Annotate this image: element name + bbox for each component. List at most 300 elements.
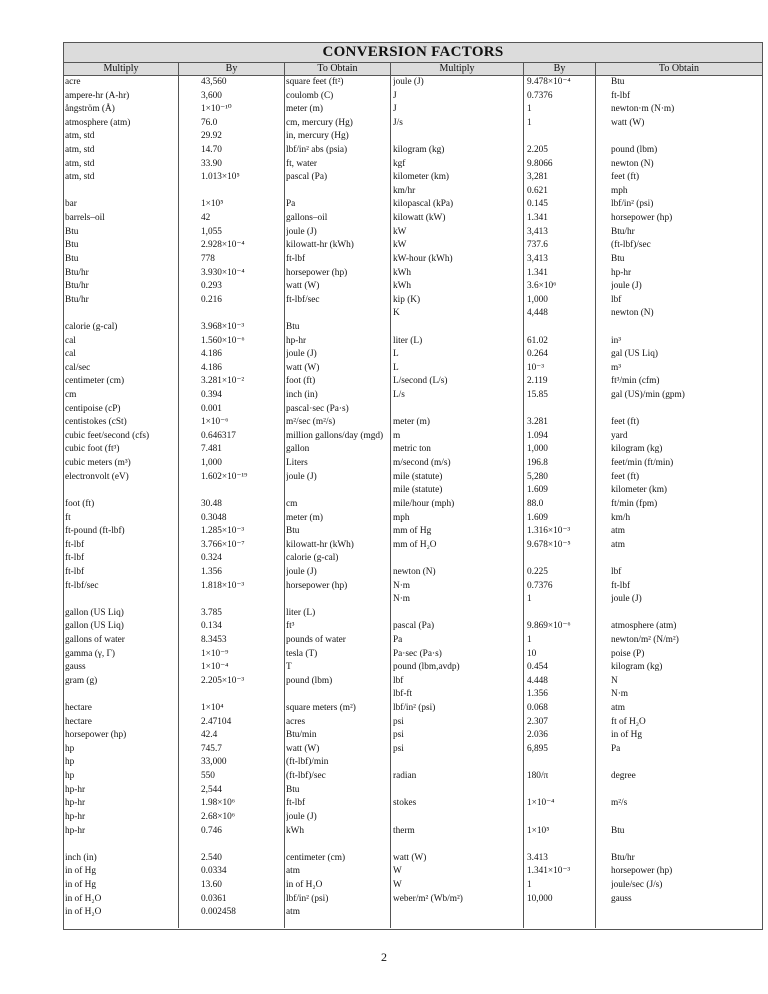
to-obtain-cell: hp-hr: [611, 267, 632, 278]
multiply-cell: psi: [393, 716, 404, 727]
to-obtain-cell: Btu/hr: [611, 852, 635, 863]
table-row: [391, 512, 763, 526]
table-row: [64, 335, 390, 349]
to-obtain-cell: kWh: [286, 825, 305, 836]
table-row: [64, 239, 390, 253]
by-cell: 196.8: [527, 458, 548, 469]
table-row: [64, 198, 390, 212]
to-obtain-cell: poise (P): [611, 648, 645, 659]
to-obtain-cell: newton (N): [611, 158, 654, 169]
table-row: [391, 688, 763, 702]
to-obtain-cell: in, mercury (Hg): [286, 131, 349, 142]
table-row: [391, 525, 763, 539]
by-cell: 2.205: [527, 145, 548, 156]
table-row: [391, 716, 763, 730]
to-obtain-cell: meter (m): [286, 512, 323, 523]
table-row: [64, 552, 390, 566]
table-row: [64, 103, 390, 117]
table-row: [391, 566, 763, 580]
table-row: [64, 580, 390, 594]
table-row: [391, 76, 763, 90]
by-cell: 1.602×10⁻¹⁹: [201, 471, 248, 482]
to-obtain-cell: atm: [286, 866, 300, 877]
to-obtain-cell: atm: [611, 703, 625, 714]
by-cell: 0.0334: [201, 866, 227, 877]
by-cell: 0.746: [201, 825, 222, 836]
table-row: [391, 471, 763, 485]
multiply-cell: N·m: [393, 594, 411, 605]
multiply-cell: watt (W): [393, 852, 427, 863]
to-obtain-cell: Btu: [286, 321, 300, 332]
to-obtain-cell: joule (J): [286, 226, 317, 237]
by-cell: 3,281: [527, 172, 548, 183]
to-obtain-cell: kilowatt-hr (kWh): [286, 240, 354, 251]
to-obtain-cell: pascal (Pa): [286, 172, 328, 183]
by-cell: 0.134: [201, 621, 222, 632]
table-row: [391, 770, 763, 784]
to-obtain-cell: horsepower (hp): [611, 213, 673, 224]
to-obtain-cell: N·m: [611, 689, 629, 700]
multiply-cell: L: [393, 362, 399, 373]
to-obtain-cell: newton (N): [611, 308, 654, 319]
multiply-cell: m/second (m/s): [393, 458, 451, 469]
table-row: [391, 267, 763, 281]
by-cell: 15.85: [527, 390, 548, 401]
to-obtain-cell: hp-hr: [286, 335, 307, 346]
to-obtain-cell: m³: [611, 362, 622, 373]
multiply-cell: L/s: [393, 390, 405, 401]
by-cell: 3.968×10⁻³: [201, 321, 245, 332]
table-row: [391, 702, 763, 716]
table-row: [64, 185, 390, 199]
table-row: [391, 620, 763, 634]
multiply-cell: psi: [393, 730, 404, 741]
multiply-cell: mm of Hg: [393, 526, 432, 537]
multiply-cell: kip (K): [393, 294, 421, 305]
to-obtain-cell: joule (J): [611, 281, 642, 292]
by-cell: 550: [201, 771, 215, 782]
multiply-cell: hp: [65, 743, 75, 754]
multiply-cell: cubic meters (m³): [65, 458, 131, 469]
table-row: [391, 280, 763, 294]
by-cell: 9.869×10⁻⁶: [527, 621, 571, 632]
multiply-cell: Btu: [65, 240, 79, 251]
multiply-cell: N·m: [393, 580, 411, 591]
by-cell: 1,000: [527, 294, 548, 305]
header-by-right: By: [524, 63, 596, 75]
table-row: [64, 226, 390, 240]
table-row: [391, 130, 763, 144]
to-obtain-cell: lbf: [611, 294, 622, 305]
by-cell: 0.646317: [201, 430, 236, 441]
by-cell: 0.225: [527, 566, 548, 577]
to-obtain-cell: ft³/min (cfm): [611, 376, 660, 387]
table-row: [64, 253, 390, 267]
table-row: [64, 620, 390, 634]
multiply-cell: Pa: [393, 634, 403, 645]
table-row: [391, 743, 763, 757]
to-obtain-cell: km/h: [611, 512, 631, 523]
multiply-cell: hp: [65, 771, 75, 782]
table-row: [391, 580, 763, 594]
table-row: [64, 117, 390, 131]
by-cell: 3,600: [201, 90, 222, 101]
table-row: [64, 512, 390, 526]
table-row: [391, 607, 763, 621]
table-row: [64, 375, 390, 389]
by-cell: 4.186: [201, 362, 222, 373]
by-cell: 33.90: [201, 158, 222, 169]
to-obtain-cell: ft-lbf: [286, 798, 306, 809]
to-obtain-cell: centimeter (cm): [286, 852, 346, 863]
multiply-cell: kW: [393, 226, 407, 237]
multiply-cell: kilowatt (kW): [393, 213, 446, 224]
table-row: [391, 185, 763, 199]
multiply-cell: mile (statute): [393, 471, 443, 482]
table-row: [391, 634, 763, 648]
table-row: [391, 144, 763, 158]
table-row: [64, 90, 390, 104]
to-obtain-cell: m²/sec (m²/s): [286, 417, 336, 428]
multiply-cell: cal: [65, 349, 76, 360]
multiply-cell: ft-lbf: [65, 553, 85, 564]
by-cell: 42.4: [201, 730, 218, 741]
table-row: [391, 593, 763, 607]
to-obtain-cell: horsepower (hp): [286, 267, 348, 278]
to-obtain-cell: N: [611, 675, 618, 686]
to-obtain-cell: pounds of water: [286, 634, 346, 645]
to-obtain-cell: Btu/hr: [611, 226, 635, 237]
table-row: [391, 294, 763, 308]
to-obtain-cell: atmosphere (atm): [611, 621, 677, 632]
to-obtain-cell: mph: [611, 185, 628, 196]
table-row: [391, 117, 763, 131]
by-cell: 2.68×10⁶: [201, 811, 236, 822]
to-obtain-cell: Btu: [611, 825, 625, 836]
to-obtain-cell: gallons–oil: [286, 213, 328, 224]
by-cell: 0.264: [527, 349, 548, 360]
multiply-cell: cal: [65, 335, 76, 346]
table-row: [391, 212, 763, 226]
header-to-obtain-right: To Obtain: [658, 63, 700, 74]
to-obtain-cell: Btu: [286, 784, 300, 795]
table-row: [391, 375, 763, 389]
by-cell: 0.7376: [527, 580, 553, 591]
table-row: [391, 797, 763, 811]
to-obtain-cell: meter (m): [286, 104, 323, 115]
multiply-cell: Btu: [65, 253, 79, 264]
multiply-cell: gauss: [65, 662, 86, 673]
to-obtain-cell: (ft-lbf)/sec: [286, 771, 326, 782]
multiply-cell: Btu/hr: [65, 294, 89, 305]
multiply-cell: ampere-hr (A-hr): [65, 90, 130, 101]
multiply-cell: centipoise (cP): [65, 403, 121, 414]
table-row: [64, 294, 390, 308]
multiply-cell: electronvolt (eV): [65, 471, 129, 482]
by-cell: 1.818×10⁻³: [201, 580, 245, 591]
multiply-cell: hp-hr: [65, 798, 86, 809]
multiply-cell: J/s: [393, 117, 403, 128]
by-cell: 2.307: [527, 716, 548, 727]
multiply-cell: psi: [393, 743, 404, 754]
by-cell: 2.47104: [201, 716, 232, 727]
by-cell: 0.0361: [201, 893, 227, 904]
table-row: [64, 716, 390, 730]
by-cell: 1: [527, 117, 532, 128]
to-obtain-cell: pascal·sec (Pa·s): [286, 403, 349, 414]
by-cell: 1.341×10⁻³: [527, 866, 571, 877]
by-cell: 1×10⁴: [201, 703, 224, 714]
by-cell: 0.7376: [527, 90, 553, 101]
table-row: [64, 784, 390, 798]
multiply-cell: in of Hg: [65, 866, 96, 877]
by-cell: 9.8066: [527, 158, 553, 169]
header-multiply-right: Multiply: [391, 63, 524, 75]
by-cell: 737.6: [527, 240, 548, 251]
multiply-cell: ft-lbf/sec: [65, 580, 99, 591]
multiply-cell: mile (statute): [393, 485, 443, 496]
table-row: [391, 648, 763, 662]
table-row: [64, 593, 390, 607]
table-row: [64, 362, 390, 376]
to-obtain-cell: atm: [611, 526, 625, 537]
to-obtain-cell: liter (L): [286, 607, 316, 618]
to-obtain-cell: lbf/in² (psi): [286, 893, 329, 904]
table-row: [64, 171, 390, 185]
table-row: [391, 729, 763, 743]
table-row: [391, 158, 763, 172]
multiply-cell: J: [393, 104, 397, 115]
multiply-cell: newton (N): [393, 566, 436, 577]
to-obtain-cell: watt (W): [286, 281, 320, 292]
by-cell: 76.0: [201, 117, 218, 128]
by-cell: 1.316×10⁻³: [527, 526, 571, 537]
table-row: [64, 403, 390, 417]
multiply-cell: atm, std: [65, 145, 95, 156]
to-obtain-cell: cm: [286, 498, 298, 509]
by-cell: 1.98×10⁶: [201, 798, 236, 809]
multiply-cell: km/hr: [393, 185, 416, 196]
table-row: [64, 430, 390, 444]
page-number: 2: [381, 950, 387, 964]
table-row: [64, 729, 390, 743]
by-cell: 3.6×10⁶: [527, 281, 557, 292]
multiply-cell: kWh: [393, 267, 412, 278]
to-obtain-cell: inch (in): [286, 390, 318, 401]
table-row: [391, 784, 763, 798]
by-cell: 9.478×10⁻⁴: [527, 77, 571, 87]
by-cell: 42: [201, 213, 211, 224]
table-row: [391, 661, 763, 675]
to-obtain-cell: horsepower (hp): [286, 580, 348, 591]
by-cell: 1: [527, 594, 532, 605]
multiply-cell: ångström (Å): [65, 104, 115, 115]
to-obtain-cell: watt (W): [286, 743, 320, 754]
table-header: [64, 63, 762, 76]
to-obtain-cell: feet (ft): [611, 417, 640, 428]
table-body: [64, 76, 762, 928]
header-multiply-left: Multiply: [64, 63, 179, 75]
by-cell: 33,000: [201, 757, 227, 768]
multiply-cell: mile/hour (mph): [393, 498, 455, 509]
multiply-cell: gram (g): [65, 675, 98, 686]
to-obtain-cell: gal (US Liq): [611, 349, 658, 360]
by-cell: 0.001: [201, 403, 222, 414]
table-row: [391, 552, 763, 566]
multiply-cell: bar: [65, 199, 77, 210]
by-cell: 1.356: [527, 689, 548, 700]
multiply-cell: cubic foot (ft³): [65, 444, 120, 455]
to-obtain-cell: lbf: [611, 566, 622, 577]
table-row: [391, 498, 763, 512]
by-cell: 10,000: [527, 893, 553, 904]
by-cell: 3.281: [527, 417, 548, 428]
by-cell: 2.205×10⁻³: [201, 675, 245, 686]
by-cell: 1.609: [527, 485, 548, 496]
by-cell: 3,413: [527, 226, 548, 237]
to-obtain-cell: square meters (m²): [286, 703, 356, 714]
table-row: [391, 675, 763, 689]
table-row: [64, 825, 390, 839]
table-row: [64, 688, 390, 702]
multiply-cell: gamma (γ, Γ): [65, 648, 116, 659]
table-row: [64, 280, 390, 294]
table-row: [64, 566, 390, 580]
table-row: [64, 648, 390, 662]
by-cell: 13.60: [201, 879, 222, 890]
to-obtain-cell: gal (US)/min (gpm): [611, 390, 685, 401]
by-cell: 1.341: [527, 267, 548, 278]
multiply-cell: weber/m² (Wb/m²): [393, 893, 463, 904]
multiply-cell: ft-lbf: [65, 566, 85, 577]
multiply-cell: m: [393, 430, 401, 441]
table-row: [64, 852, 390, 866]
to-obtain-cell: ft-lbf: [286, 253, 306, 264]
multiply-cell: hp: [65, 757, 75, 768]
by-cell: 1.609: [527, 512, 548, 523]
multiply-cell: inch (in): [65, 852, 97, 863]
to-obtain-cell: coulomb (C): [286, 90, 334, 101]
table-title: CONVERSION FACTORS: [64, 43, 762, 63]
table-row: [64, 416, 390, 430]
table-row: [64, 865, 390, 879]
multiply-cell: K: [393, 308, 400, 319]
to-obtain-cell: calorie (g-cal): [286, 553, 339, 564]
left-column-group: [64, 76, 390, 920]
by-cell: 0.394: [201, 390, 222, 401]
multiply-cell: atm, std: [65, 131, 95, 142]
by-cell: 3.413: [527, 852, 548, 863]
multiply-cell: lbf: [393, 675, 404, 686]
to-obtain-cell: ft, water: [286, 158, 317, 169]
by-cell: 1×10⁵: [527, 825, 550, 836]
table-row: [391, 893, 763, 907]
to-obtain-cell: in³: [611, 335, 622, 346]
table-row: [64, 130, 390, 144]
multiply-cell: pascal (Pa): [393, 621, 435, 632]
multiply-cell: cal/sec: [65, 362, 91, 373]
multiply-cell: mph: [393, 512, 410, 523]
by-cell: 3.281×10⁻²: [201, 376, 245, 387]
multiply-cell: ft-pound (ft-lbf): [65, 526, 125, 537]
to-obtain-cell: feet (ft): [611, 172, 640, 183]
table-row: [64, 634, 390, 648]
multiply-cell: radian: [393, 771, 417, 782]
table-row: [391, 838, 763, 852]
by-cell: 0.3048: [201, 512, 227, 523]
multiply-cell: acre: [65, 77, 81, 87]
to-obtain-cell: ft-lbf/sec: [286, 294, 320, 305]
by-cell: 10: [527, 648, 537, 659]
table-row: [391, 416, 763, 430]
table-row: [64, 906, 390, 920]
to-obtain-cell: foot (ft): [286, 376, 316, 387]
table-row: [391, 171, 763, 185]
table-row: [64, 811, 390, 825]
multiply-cell: gallons of water: [65, 634, 125, 645]
to-obtain-cell: yard: [611, 430, 628, 441]
by-cell: 0.293: [201, 281, 222, 292]
multiply-cell: gallon (US Liq): [65, 621, 124, 632]
multiply-cell: W: [393, 866, 402, 877]
by-cell: 61.02: [527, 335, 548, 346]
multiply-cell: liter (L): [393, 335, 423, 346]
to-obtain-cell: pound (lbm): [286, 675, 333, 686]
multiply-cell: hectare: [65, 703, 92, 714]
by-cell: 1.341: [527, 213, 548, 224]
to-obtain-cell: joule/sec (J/s): [611, 879, 663, 890]
to-obtain-cell: feet/min (ft/min): [611, 458, 674, 469]
to-obtain-cell: degree: [611, 771, 636, 782]
to-obtain-cell: kilogram (kg): [611, 444, 663, 455]
to-obtain-cell: (ft-lbf)/min: [286, 757, 329, 768]
to-obtain-cell: joule (J): [286, 811, 317, 822]
multiply-cell: cubic feet/second (cfs): [65, 430, 150, 441]
to-obtain-cell: ft-lbf: [611, 580, 631, 591]
by-cell: 3.785: [201, 607, 222, 618]
to-obtain-cell: ft of H₂O: [611, 716, 646, 727]
by-cell: 4,448: [527, 308, 548, 319]
by-cell: 1,000: [527, 444, 548, 455]
multiply-cell: barrels–oil: [65, 213, 105, 224]
to-obtain-cell: million gallons/day (mgd): [286, 430, 384, 441]
by-cell: 6,895: [527, 743, 548, 754]
table-row: [391, 811, 763, 825]
by-cell: 1: [527, 104, 532, 115]
by-cell: 180/π: [527, 771, 549, 782]
table-row: [64, 756, 390, 770]
by-cell: 43,560: [201, 77, 227, 87]
by-cell: 10⁻³: [527, 362, 544, 373]
by-cell: 1,055: [201, 226, 222, 237]
table-row: [64, 661, 390, 675]
by-cell: 29.92: [201, 131, 222, 142]
to-obtain-cell: watt (W): [286, 362, 320, 373]
multiply-cell: Btu/hr: [65, 281, 89, 292]
table-row: [64, 457, 390, 471]
by-cell: 9.678×10⁻⁵: [527, 539, 571, 550]
table-row: [391, 307, 763, 321]
table-row: [391, 335, 763, 349]
by-cell: 0.216: [201, 294, 222, 305]
to-obtain-cell: Liters: [286, 458, 308, 469]
multiply-cell: kWh: [393, 281, 412, 292]
table-row: [391, 865, 763, 879]
multiply-cell: kilometer (km): [393, 172, 450, 183]
table-row: [391, 852, 763, 866]
multiply-cell: Pa·sec (Pa·s): [393, 648, 442, 659]
multiply-cell: hp-hr: [65, 825, 86, 836]
